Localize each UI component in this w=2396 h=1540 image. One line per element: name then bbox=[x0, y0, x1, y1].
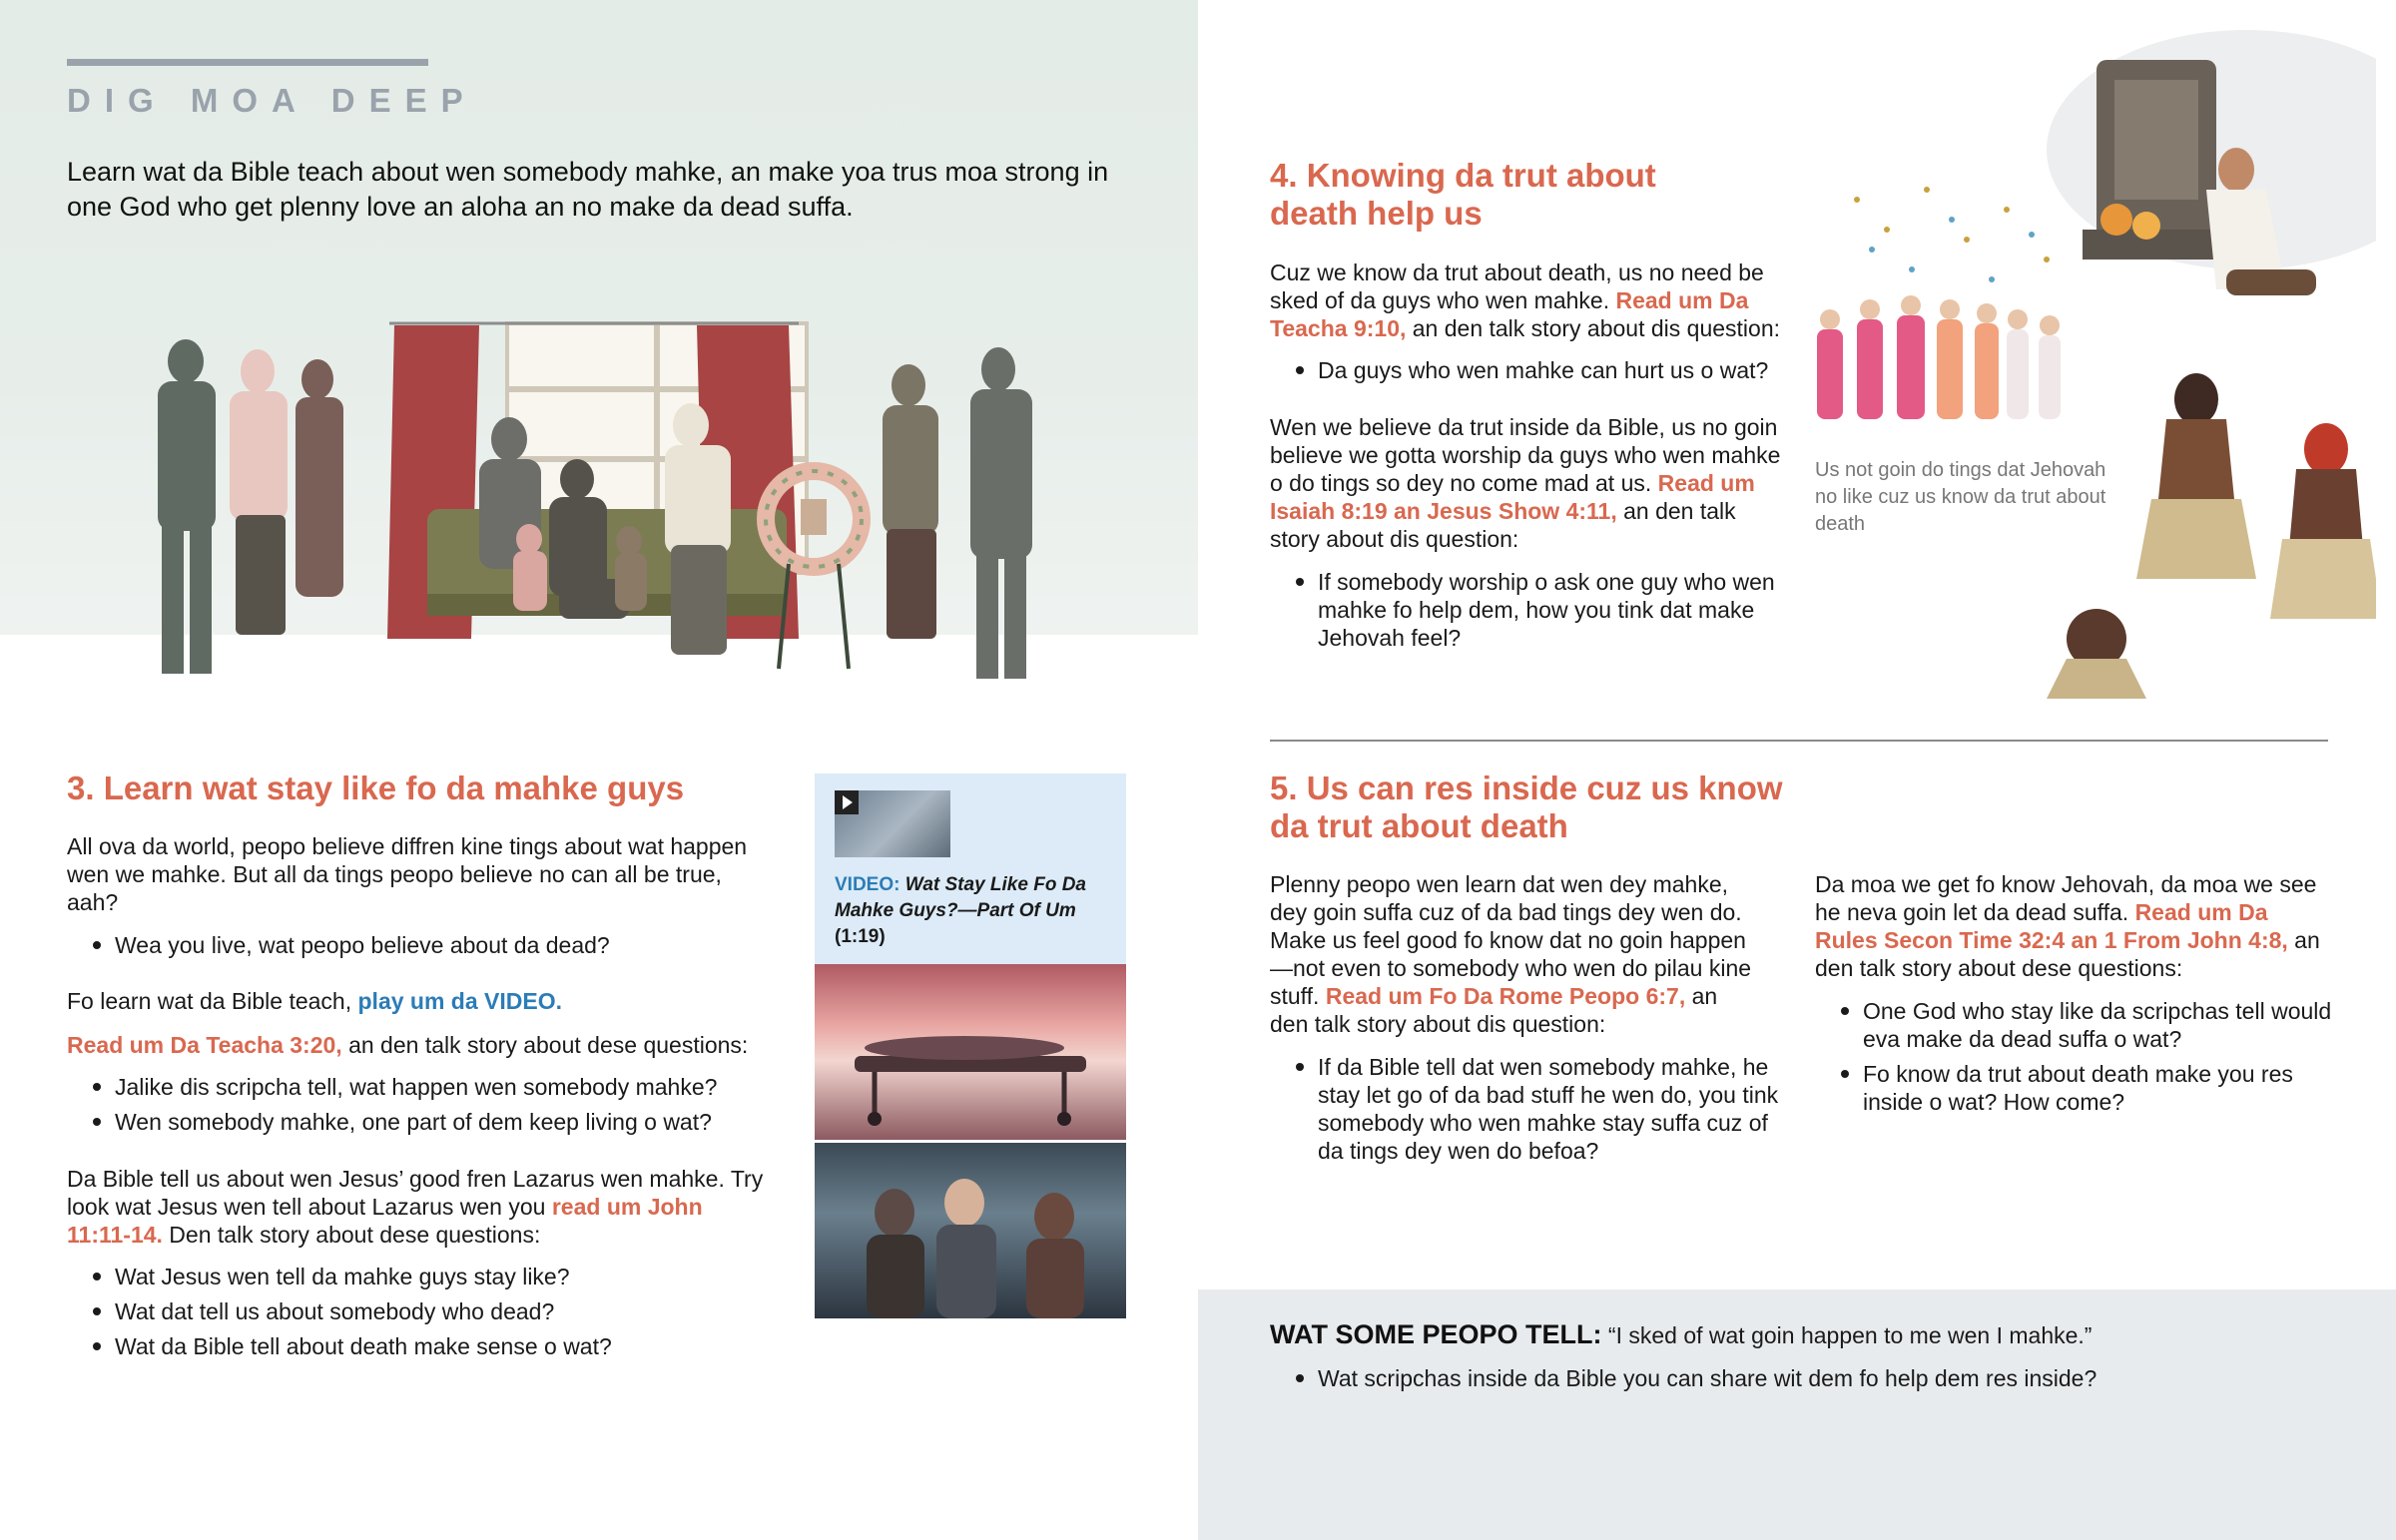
peopo-tell-bullets bbox=[1270, 1364, 2348, 1399]
scripture-link-rules-32-4[interactable]: Read um Da Rules Secon Time 32:4 an 1 From John 4:8, bbox=[1815, 899, 2288, 953]
para2-end: an den talk story about dis question: bbox=[1270, 498, 1736, 552]
section3-para4 bbox=[67, 1165, 766, 1249]
para1-text: Cuz we know da trut about death, us no need be sked of da guys who wen mahke. bbox=[1270, 259, 1764, 313]
bullet-item: Fo know da trut about death make you res inside o wat? How come? bbox=[1815, 1060, 2334, 1116]
play-icon[interactable] bbox=[835, 790, 859, 814]
section3-para1: All ova da world, peopo believe diffren kine tings about wat happen wen we mahke. But all da tings peopo believe no can all be true, aah? bbox=[67, 833, 748, 915]
image-caption: Us not goin do tings dat Jehovah no like cuz us know da trut about death bbox=[1815, 459, 2106, 535]
col2-text: Da moa we get fo know Jehovah, da moa we see he neva goin let da dead suffa. bbox=[1815, 871, 2317, 925]
video-duration: (1:19) bbox=[835, 926, 886, 947]
section3-para2 bbox=[67, 987, 786, 1015]
scripture-link-john-11[interactable]: read um John 11:11-14. bbox=[67, 1194, 703, 1248]
bullet-item: Wen somebody mahke, one part of dem keep living o wat? bbox=[67, 1108, 786, 1136]
peopo-tell-line bbox=[1270, 1317, 2368, 1352]
para2-text: Wen we believe da trut inside da Bible, us no goin believe we gotta worship da guys who wen mahke o do tings so dey no come mad at us. bbox=[1270, 414, 1781, 496]
kicker-title: DIG MOA DEEP bbox=[67, 82, 477, 119]
peopo-tell-label: WAT SOME PEOPO TELL: bbox=[1270, 1319, 1602, 1349]
para3-text: an den talk story about dese questions: bbox=[341, 1032, 749, 1058]
funeral-family-illustration bbox=[110, 309, 1068, 709]
video-label: VIDEO: bbox=[835, 874, 900, 895]
section3-para3 bbox=[67, 1031, 806, 1059]
play-video-link[interactable]: play um da VIDEO. bbox=[357, 988, 562, 1014]
para4-end: Den talk story about dese questions: bbox=[162, 1222, 541, 1248]
bullet-item: If somebody worship o ask one guy who wen mahke fo help dem, how you tink dat make Jehovah feel? bbox=[1270, 568, 1789, 652]
hospital-bed-illustration bbox=[815, 964, 1126, 1140]
col1-text: Plenny peopo wen learn dat wen dey mahke, dey goin suffa cuz of da bad tings dey wen do. Make us feel good fo know dat no goin happen —not even to somebody who wen do pilau kine stuff. bbox=[1270, 871, 1752, 1009]
bullet-item: One God who stay like da scripchas tell would eva make da dead suffa o wat? bbox=[1815, 997, 2334, 1053]
bullet-item: If da Bible tell dat wen somebody mahke, he stay let go of da bad stuff he wen do, you tink somebody who wen mahke stay suffa cuz of da tings dey wen do befoa? bbox=[1270, 1053, 1789, 1165]
scripture-link-rome-6-7[interactable]: Read um Fo Da Rome Peopo 6:7, bbox=[1325, 983, 1686, 1009]
section5-col1 bbox=[1270, 870, 1759, 1038]
section4-para2 bbox=[1270, 413, 1789, 553]
section4-heading: 4. Knowing da trut about death help us bbox=[1270, 157, 1656, 232]
section5-col2 bbox=[1815, 870, 2334, 982]
section4-bullets1 bbox=[1270, 356, 1789, 391]
col1-end: an den talk story about dis question: bbox=[1270, 983, 1718, 1037]
video-title[interactable]: Wat Stay Like Fo Da Mahke Guys?—Part Of Um bbox=[835, 874, 1086, 921]
section3-heading: 3. Learn wat stay like fo da mahke guys bbox=[67, 770, 685, 806]
section3-bullets3 bbox=[67, 1263, 786, 1367]
section4-para1 bbox=[1270, 258, 1789, 342]
bullet-item: Wat Jesus wen tell da mahke guys stay like? bbox=[67, 1263, 786, 1290]
ancestor-worship-illustration bbox=[1797, 20, 2376, 699]
para1-end: an den talk story about dis question: bbox=[1406, 315, 1781, 341]
bullet-item: Wat da Bible tell about death make sense o wat? bbox=[67, 1332, 786, 1360]
scripture-link-teacha-3-20[interactable]: Read um Da Teacha 3:20, bbox=[67, 1032, 342, 1058]
bullet-item: Da guys who wen mahke can hurt us o wat? bbox=[1270, 356, 1789, 384]
col2-end: an den talk story about dese questions: bbox=[1815, 927, 2320, 981]
bullet-item: Jalike dis scripcha tell, wat happen wen somebody mahke? bbox=[67, 1073, 786, 1101]
section5-col2-bullets bbox=[1815, 997, 2334, 1123]
section-divider bbox=[1270, 740, 2328, 742]
section5-col1-bullets bbox=[1270, 1053, 1789, 1172]
para2-text: Fo learn wat da Bible teach, bbox=[67, 988, 358, 1014]
scripture-link-isaiah-8-19[interactable]: Read um Isaiah 8:19 an Jesus Show 4:11, bbox=[1270, 470, 1755, 524]
mourners-illustration bbox=[815, 1143, 1126, 1318]
bullet-item: Wat scripchas inside da Bible you can share wit dem fo help dem res inside? bbox=[1270, 1364, 2348, 1392]
section4-bullets2 bbox=[1270, 568, 1789, 659]
para4-text: Da Bible tell us about wen Jesus’ good fren Lazarus wen mahke. Try look wat Jesus wen tell about Lazarus wen you bbox=[67, 1166, 764, 1220]
people-waiting-image bbox=[815, 1143, 1126, 1318]
bullet-item: Wea you live, wat peopo believe about da dead? bbox=[67, 931, 766, 959]
hospital-bed-image bbox=[815, 964, 1126, 1140]
bullet-item: Wat dat tell us about somebody who dead? bbox=[67, 1297, 786, 1325]
intro-paragraph: Learn wat da Bible teach about wen somebody mahke, an make yoa trus moa strong in one God who get plenny love an aloha an no make da dead suffa. bbox=[67, 157, 1109, 222]
section3-bullets1 bbox=[67, 931, 766, 966]
section5-heading: 5. Us can res inside cuz us know da trut about death bbox=[1270, 770, 1783, 844]
section3-bullets2 bbox=[67, 1073, 786, 1143]
peopo-tell-quote: “I sked of wat goin happen to me wen I mahke.” bbox=[1607, 1322, 2093, 1348]
kicker-bar bbox=[67, 59, 428, 66]
scripture-link-teacha-9-10[interactable]: Read um Da Teacha 9:10, bbox=[1270, 287, 1749, 341]
video-caption bbox=[835, 872, 1124, 950]
